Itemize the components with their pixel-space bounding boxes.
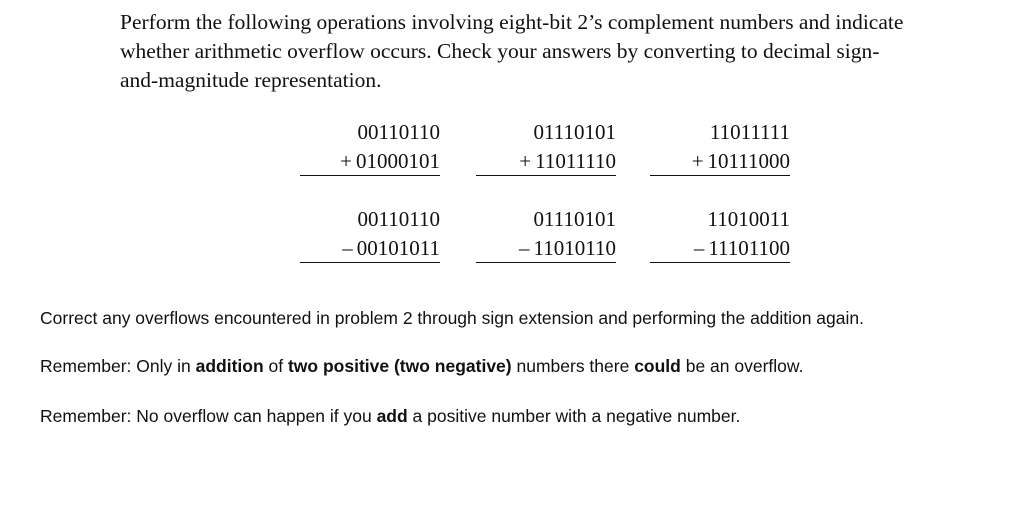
remember2-suffix: a positive number with a negative number. bbox=[407, 406, 741, 426]
operand-top: 11011111 bbox=[709, 120, 790, 144]
remember1-mid1: of bbox=[263, 356, 288, 376]
operand-top: 11010011 bbox=[707, 207, 790, 231]
operand-bottom-value: 10111000 bbox=[707, 149, 790, 173]
remember-note-2 bbox=[40, 401, 1000, 431]
plus-sign: + bbox=[519, 149, 532, 173]
operand-bottom-value: 11101100 bbox=[708, 236, 790, 260]
subtraction-op-3 bbox=[650, 205, 790, 263]
operand-bottom bbox=[300, 234, 440, 263]
remember1-suffix: be an overflow. bbox=[680, 356, 804, 376]
remember1-bold-could: could bbox=[634, 356, 681, 376]
addition-op-2 bbox=[476, 118, 616, 176]
plus-sign: + bbox=[691, 149, 704, 173]
remember1-bold-addition: addition bbox=[195, 356, 264, 376]
addition-op-3 bbox=[650, 118, 790, 176]
operand-bottom bbox=[650, 147, 790, 176]
operations-grid bbox=[0, 118, 1024, 278]
operand-top: 01110101 bbox=[533, 207, 616, 231]
minus-sign: – bbox=[693, 236, 705, 260]
minus-sign: – bbox=[342, 236, 353, 260]
operand-bottom bbox=[476, 147, 616, 176]
operand-bottom-value: 11011110 bbox=[535, 149, 616, 173]
operand-top: 00110110 bbox=[357, 207, 440, 231]
operand-bottom-value: 00101011 bbox=[356, 236, 440, 260]
operand-bottom-value: 11010110 bbox=[533, 236, 616, 260]
operand-bottom bbox=[650, 234, 790, 263]
remember1-mid2: numbers there bbox=[511, 356, 635, 376]
operand-top: 01110101 bbox=[533, 120, 616, 144]
problem-line-2: whether arithmetic overflow occurs. Check your answers by converting to decimal sign- bbox=[120, 39, 880, 63]
problem-line-1: Perform the following operations involving eight-bit 2’s complement numbers and indicate bbox=[120, 10, 904, 34]
subtraction-op-2 bbox=[476, 205, 616, 263]
remember-note-1 bbox=[40, 351, 1000, 381]
operand-bottom-value: 01000101 bbox=[356, 149, 440, 173]
operand-bottom bbox=[300, 147, 440, 176]
correct-overflows-note: Correct any overflows encountered in problem 2 through sign extension and performing the addition again. bbox=[40, 308, 864, 328]
remember2-prefix: Remember: No overflow can happen if you bbox=[40, 406, 377, 426]
remember1-bold-two-positive: two positive (two negative) bbox=[287, 356, 512, 376]
notes-section bbox=[40, 303, 1000, 431]
operand-bottom bbox=[476, 234, 616, 263]
subtraction-op-1 bbox=[300, 205, 440, 263]
remember2-bold-add: add bbox=[376, 406, 408, 426]
minus-sign: – bbox=[519, 236, 530, 260]
addition-op-1 bbox=[300, 118, 440, 176]
remember1-prefix: Remember: Only in bbox=[40, 356, 196, 376]
problem-statement bbox=[120, 8, 1000, 95]
operand-top: 00110110 bbox=[357, 120, 440, 144]
problem-line-3: and-magnitude representation. bbox=[120, 68, 382, 92]
plus-sign: + bbox=[340, 149, 352, 173]
